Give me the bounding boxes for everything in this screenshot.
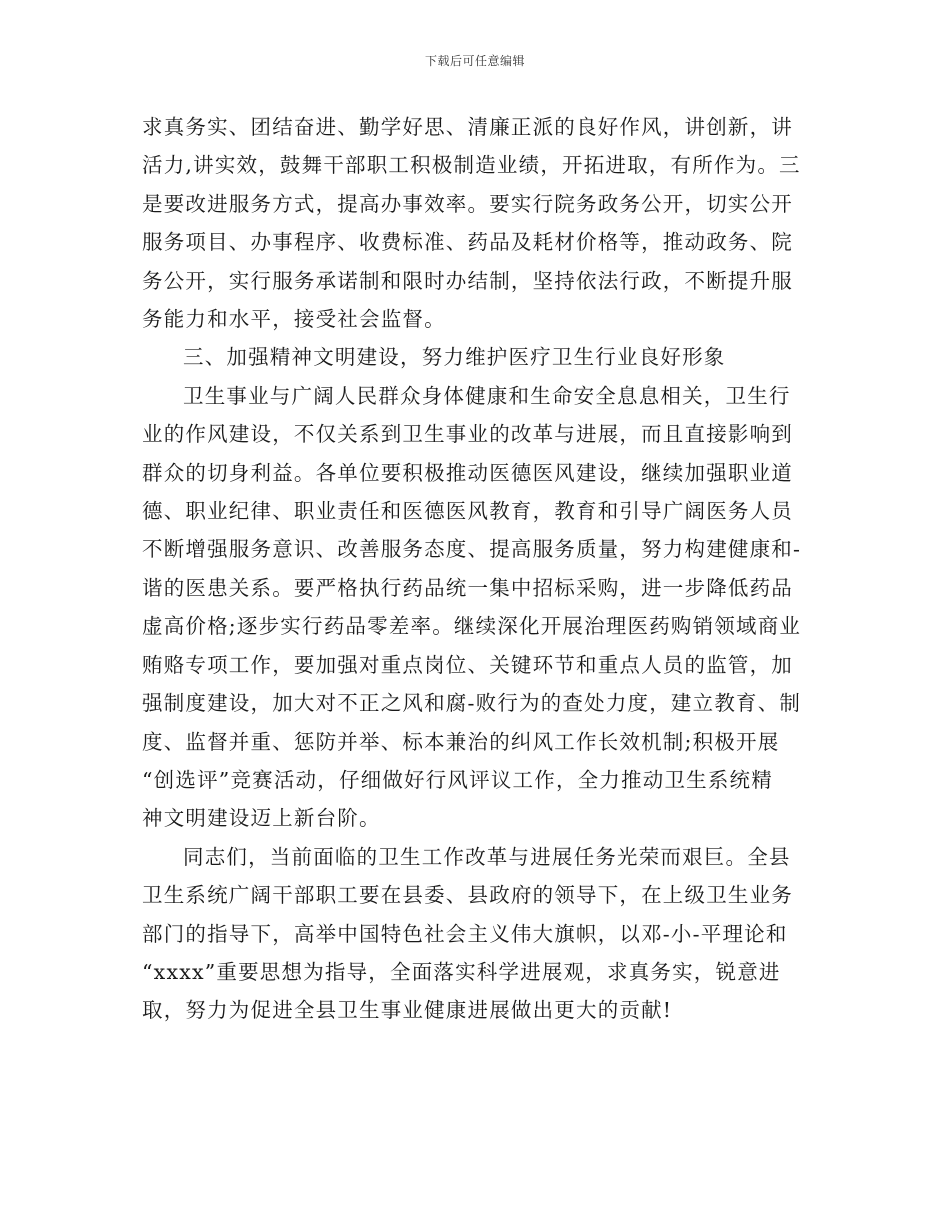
heading-line: 三、加强精神文明建设，努力维护医疗卫生行业良好形象 xyxy=(183,345,726,370)
text-line: 度、监督并重、惩防并举、标本兼治的纠风工作长效机制;积极开展 xyxy=(142,729,780,754)
paragraph-3 xyxy=(142,377,810,838)
text-line: 求真务实、团结奋进、勤学好思、清廉正派的良好作风，讲创新，讲 xyxy=(142,115,793,139)
text-line: 德、职业纪律、职业责任和医德医风教育，教育和引导广阔医务人员 xyxy=(142,499,793,524)
text-line: 取，努力为促进全县卫生事业健康进展做出更大的贡献! xyxy=(142,998,673,1023)
text-line: 群众的切身利益。各单位要积极推动医德医风建设，继续加强职业道 xyxy=(142,460,793,485)
text-line: 卫生系统广阔干部职工要在县委、县政府的领导下，在上级卫生业务 xyxy=(142,883,793,908)
text-line: 虚高价格;逐步实行药品零差率。继续深化开展治理医药购销领域商业 xyxy=(142,614,802,639)
text-line: 务能力和水平，接受社会监督。 xyxy=(142,307,446,332)
text-line: 活力,讲实效，鼓舞干部职工积极制造业绩，开拓进取，有所作为。三 xyxy=(142,153,801,178)
text-line: 同志们，当前面临的卫生工作改革与进展任务光荣而艰巨。全县 xyxy=(183,844,791,869)
page-header: 下载后可任意编辑 xyxy=(424,54,525,68)
text-line: 卫生事业与广阔人民群众身体健康和生命安全息息相关，卫生行 xyxy=(183,383,791,408)
text-line: 服务项目、办事程序、收费标准、药品及耗材价格等，推动政务、院 xyxy=(142,230,793,255)
text-line: “xxxx”重要思想为指导，全面落实科学进展观，求真务实，锐意进 xyxy=(142,959,781,984)
document-body xyxy=(142,108,810,1030)
text-line: 是要改进服务方式，提高办事效率。要实行院务政务公开，切实公开 xyxy=(142,191,793,216)
text-line: 贿赂专项工作，要加强对重点岗位、关键环节和重点人员的监管，加 xyxy=(142,652,793,677)
text-line: 谐的医患关系。要严格执行药品统一集中招标采购，进一步降低药品 xyxy=(142,575,793,600)
paragraph-1 xyxy=(142,108,810,338)
text-line: 部门的指导下，高举中国特色社会主义伟大旗帜，以邓-小-平理论和 xyxy=(142,921,788,946)
text-line: 神文明建设迈上新台阶。 xyxy=(142,806,381,831)
text-line: “创选评”竞赛活动，仔细做好行风评议工作，全力推动卫生系统精 xyxy=(142,767,773,792)
paragraph-4 xyxy=(142,838,810,1030)
section-heading xyxy=(142,338,810,376)
text-line: 强制度建设，加大对不正之风和腐-败行为的查处力度，建立教育、制 xyxy=(142,691,802,716)
text-line: 业的作风建设，不仅关系到卫生事业的改革与进展，而且直接影响到 xyxy=(142,422,793,447)
text-line: 务公开，实行服务承诺制和限时办结制，坚持依法行政，不断提升服 xyxy=(142,268,793,293)
text-line: 不断增强服务意识、改善服务态度、提高服务质量，努力构建健康和- xyxy=(142,537,802,562)
